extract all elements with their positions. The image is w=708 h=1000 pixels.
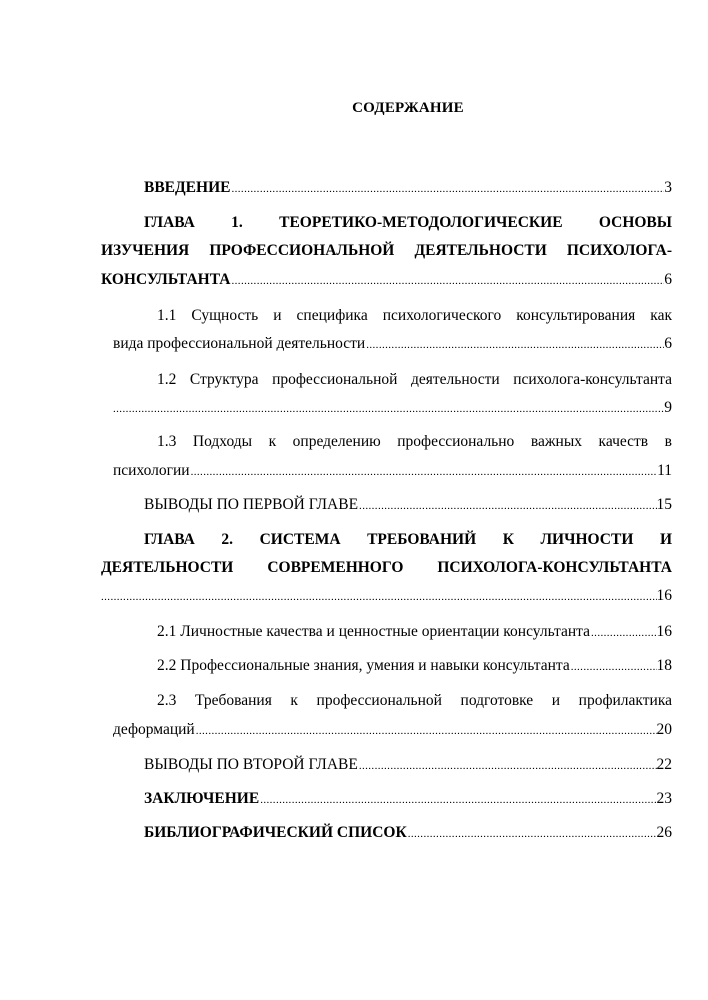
toc-entry-label: психологии <box>113 462 190 479</box>
toc-page-number: 6 <box>664 335 672 352</box>
toc-page-number: 3 <box>664 179 672 196</box>
toc-chapter1-line1[interactable]: ГЛАВА 1. ТЕОРЕТИКО-МЕТОДОЛОГИЧЕСКИЕ ОСНОВЫ <box>144 214 672 231</box>
leader-dots <box>232 271 665 291</box>
toc-entry-label: 2.2 Профессиональные знания, умения и навыки консультанта <box>157 657 570 674</box>
page-title: СОДЕРЖАНИЕ <box>352 100 464 116</box>
toc-page-number: 15 <box>656 496 672 513</box>
toc-entry-label: вида профессиональной деятельности <box>113 335 366 352</box>
leader-dots <box>196 721 657 741</box>
toc-chapter2-line1[interactable]: ГЛАВА 2. СИСТЕМА ТРЕБОВАНИЙ К ЛИЧНОСТИ И <box>144 531 672 548</box>
toc-entry-label: ВЫВОДЫ ПО ВТОРОЙ ГЛАВЕ <box>144 756 358 773</box>
toc-entry-label: ВЫВОДЫ ПО ПЕРВОЙ ГЛАВЕ <box>144 496 359 513</box>
toc-section-2-3-line1[interactable]: 2.3 Требования к профессиональной подготовке и профилактика <box>157 692 672 709</box>
toc-page-number: 11 <box>657 462 672 479</box>
toc-entry-label: БИБЛИОГРАФИЧЕСКИЙ СПИСОК <box>144 824 407 841</box>
leader-dots <box>231 179 664 199</box>
leader-dots <box>359 756 657 776</box>
toc-entry-section-1-2[interactable] <box>113 398 672 419</box>
toc-entry-conclusions1[interactable] <box>144 495 672 516</box>
toc-entry-label: 2.1 Личностные качества и ценностные ориентации консультанта <box>157 623 591 640</box>
toc-section-1-3-line1[interactable]: 1.3 Подходы к определению профессионально важных качеств в <box>157 433 672 450</box>
leader-dots <box>260 790 656 810</box>
leader-dots <box>101 587 657 607</box>
toc-entry-chapter2[interactable] <box>101 586 672 607</box>
leader-dots <box>366 335 664 355</box>
toc-entry-label: ЗАКЛЮЧЕНИЕ <box>144 790 260 807</box>
toc-entry-conclusions2[interactable] <box>144 755 672 776</box>
toc-entry-section-2-3[interactable] <box>113 720 672 741</box>
toc-section-1-1-line1[interactable]: 1.1 Сущность и специфика психологического консультирования как <box>157 307 672 324</box>
toc-entry-label: КОНСУЛЬТАНТА <box>101 271 231 288</box>
leader-dots <box>113 399 664 419</box>
toc-page-number: 23 <box>656 790 672 807</box>
toc-entry-intro[interactable] <box>144 178 672 199</box>
toc-entry-label: ВВЕДЕНИЕ <box>144 179 231 196</box>
toc-entry-conclusion[interactable] <box>144 789 672 810</box>
toc-entry-chapter1[interactable] <box>101 270 672 291</box>
toc-entry-section-2-2[interactable] <box>157 656 672 677</box>
toc-entry-label: деформаций <box>113 721 195 738</box>
toc-page-number: 22 <box>656 756 672 773</box>
toc-chapter2-line2[interactable]: ДЕЯТЕЛЬНОСТИ СОВРЕМЕННОГО ПСИХОЛОГА-КОНСУЛЬТАНТА <box>101 559 672 576</box>
toc-entry-bibliography[interactable] <box>144 823 672 844</box>
toc-page-number: 18 <box>656 657 672 674</box>
toc-section-1-2-line1[interactable]: 1.2 Структура профессиональной деятельности психолога-консультанта <box>157 371 672 388</box>
toc-page-number: 16 <box>656 587 672 604</box>
toc-page-number: 9 <box>664 399 672 416</box>
toc-entry-section-1-3[interactable] <box>113 461 672 482</box>
toc-entry-section-1-1[interactable] <box>113 334 672 355</box>
leader-dots <box>191 462 657 482</box>
toc-chapter1-line2[interactable]: ИЗУЧЕНИЯ ПРОФЕССИОНАЛЬНОЙ ДЕЯТЕЛЬНОСТИ ПСИХОЛОГА- <box>101 242 672 259</box>
leader-dots <box>571 657 657 677</box>
leader-dots <box>591 623 656 643</box>
toc-page-number: 26 <box>656 824 672 841</box>
leader-dots <box>359 496 656 516</box>
toc-page-number: 6 <box>664 271 672 288</box>
toc-page-number: 20 <box>656 721 672 738</box>
toc-page-number: 16 <box>656 623 672 640</box>
leader-dots <box>408 824 657 844</box>
toc-entry-section-2-1[interactable] <box>157 622 672 643</box>
